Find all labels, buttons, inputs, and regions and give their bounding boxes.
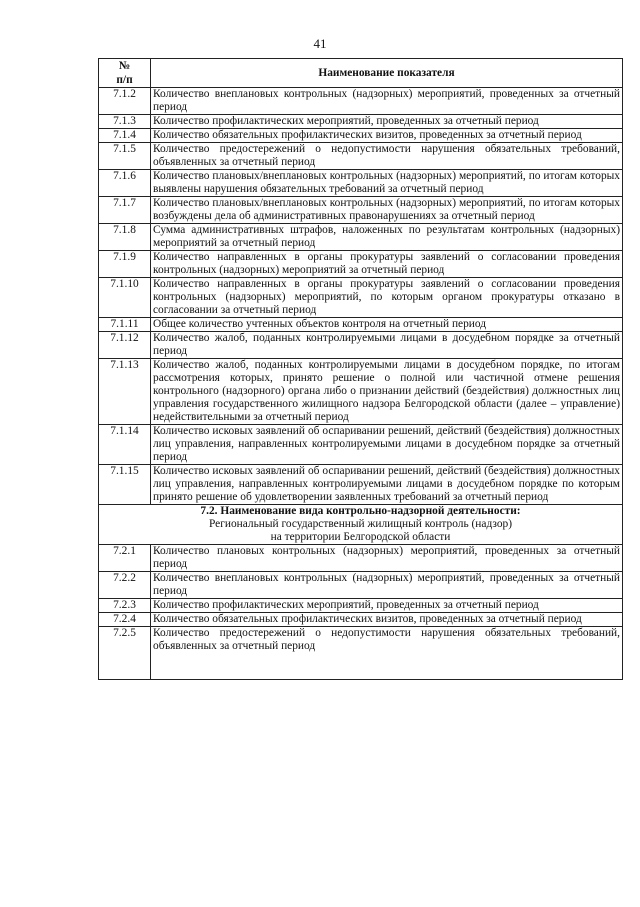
row-number-cell: 7.2.3	[99, 599, 151, 613]
section-header-row	[99, 505, 623, 545]
row-indicator-text: Количество направленных в органы прокуратуры заявлений о согласовании проведения контрольных (надзорных) мероприятий, по которым органом прокуратуры отказано в согласовании за отчетный период	[151, 278, 623, 318]
row-indicator-text: Количество исковых заявлений об оспаривании решений, действий (бездействия) должностных лиц управления, направленных контролируемыми лицами в досудебном порядке за отчетный период	[151, 425, 623, 465]
header-num-label: № п/п	[116, 60, 133, 86]
row-number-cell: 7.1.14	[99, 425, 151, 465]
table-body-section-7-2	[99, 545, 623, 680]
table-row	[99, 129, 623, 143]
row-indicator-text: Количество обязательных профилактических визитов, проведенных за отчетный период	[151, 129, 623, 143]
row-number-cell: 7.1.3	[99, 115, 151, 129]
row-indicator-text: Количество внеплановых контрольных (надзорных) мероприятий, проведенных за отчетный период	[151, 572, 623, 599]
table-row	[99, 170, 623, 197]
section-subtitle-line2: на территории Белгородской области	[270, 531, 451, 543]
table-row	[99, 465, 623, 505]
page-number: 41	[313, 36, 327, 51]
table-row	[99, 425, 623, 465]
table-body-section-7-1	[99, 88, 623, 505]
row-indicator-text: Количество профилактических мероприятий, проведенных за отчетный период	[151, 599, 623, 613]
row-number-cell: 7.1.8	[99, 224, 151, 251]
row-number-cell: 7.2.1	[99, 545, 151, 572]
row-number-cell: 7.1.11	[99, 318, 151, 332]
row-indicator-text: Количество внеплановых контрольных (надзорных) мероприятий, проведенных за отчетный период	[151, 88, 623, 115]
table-row	[99, 359, 623, 425]
header-name-cell: Наименование показателя	[151, 59, 623, 88]
table-row	[99, 332, 623, 359]
row-indicator-text: Количество профилактических мероприятий, проведенных за отчетный период	[151, 115, 623, 129]
row-indicator-text: Количество направленных в органы прокуратуры заявлений о согласовании проведения контрольных (надзорных) мероприятий за отчетный период	[151, 251, 623, 278]
indicators-table	[98, 58, 623, 680]
row-number-cell: 7.1.12	[99, 332, 151, 359]
table-row	[99, 251, 623, 278]
table-header-row	[99, 59, 623, 88]
row-number-cell: 7.1.9	[99, 251, 151, 278]
row-number-cell: 7.1.6	[99, 170, 151, 197]
row-indicator-text: Общее количество учтенных объектов контроля на отчетный период	[151, 318, 623, 332]
row-indicator-text: Количество плановых/внеплановых контрольных (надзорных) мероприятий, по итогам которых возбуждены дела об административных правонарушениях за отчетный период	[151, 197, 623, 224]
table-row	[99, 115, 623, 129]
row-number-cell: 7.1.10	[99, 278, 151, 318]
row-indicator-text: Сумма административных штрафов, наложенных по результатам контрольных (надзорных) мероприятий за отчетный период	[151, 224, 623, 251]
table-row	[99, 278, 623, 318]
row-number-cell: 7.1.5	[99, 143, 151, 170]
table-row	[99, 572, 623, 599]
table-row	[99, 143, 623, 170]
row-indicator-text: Количество обязательных профилактических визитов, проведенных за отчетный период	[151, 613, 623, 627]
row-indicator-text: Количество исковых заявлений об оспаривании решений, действий (бездействия) должностных лиц управления, направленных контролируемыми лицами в досудебном порядке по которым принято решение об удовлетворении заявленных требований за отчетный период	[151, 465, 623, 505]
row-number-cell: 7.2.4	[99, 613, 151, 627]
header-num-cell	[99, 59, 151, 88]
row-indicator-text: Количество предостережений о недопустимости нарушения обязательных требований, объявленных за отчетный период	[151, 627, 623, 680]
row-number-cell: 7.2.2	[99, 572, 151, 599]
row-number-cell: 7.2.5	[99, 627, 151, 680]
table-row	[99, 627, 623, 680]
row-number-cell: 7.1.13	[99, 359, 151, 425]
row-indicator-text: Количество жалоб, поданных контролируемыми лицами в досудебном порядке, по итогам рассмотрения которых, принято решение о полной или частичной отмене решения контрольного (надзорного) органа либо о признании действий (бездействия) должностных лиц управления государственного жилищного надзора Белгородской области (далее – управление) недействительными за отчетный период	[151, 359, 623, 425]
row-indicator-text: Количество предостережений о недопустимости нарушения обязательных требований, объявленных за отчетный период	[151, 143, 623, 170]
table-row	[99, 599, 623, 613]
row-indicator-text: Количество жалоб, поданных контролируемыми лицами в досудебном порядке за отчетный период	[151, 332, 623, 359]
row-number-cell: 7.1.2	[99, 88, 151, 115]
section-subtitle-line1: Региональный государственный жилищный контроль (надзор)	[208, 518, 513, 530]
table-row	[99, 545, 623, 572]
table-row	[99, 318, 623, 332]
section-header-cell	[99, 505, 623, 545]
row-number-cell: 7.1.7	[99, 197, 151, 224]
table-row	[99, 613, 623, 627]
row-indicator-text: Количество плановых контрольных (надзорных) мероприятий, проведенных за отчетный период	[151, 545, 623, 572]
table-row	[99, 197, 623, 224]
table-row	[99, 224, 623, 251]
section-title: 7.2. Наименование вида контрольно-надзорной деятельности:	[200, 505, 521, 517]
row-number-cell: 7.1.15	[99, 465, 151, 505]
row-number-cell: 7.1.4	[99, 129, 151, 143]
table-row	[99, 88, 623, 115]
row-indicator-text: Количество плановых/внеплановых контрольных (надзорных) мероприятий, по итогам которых выявлены нарушения обязательных требований за отчетный период	[151, 170, 623, 197]
